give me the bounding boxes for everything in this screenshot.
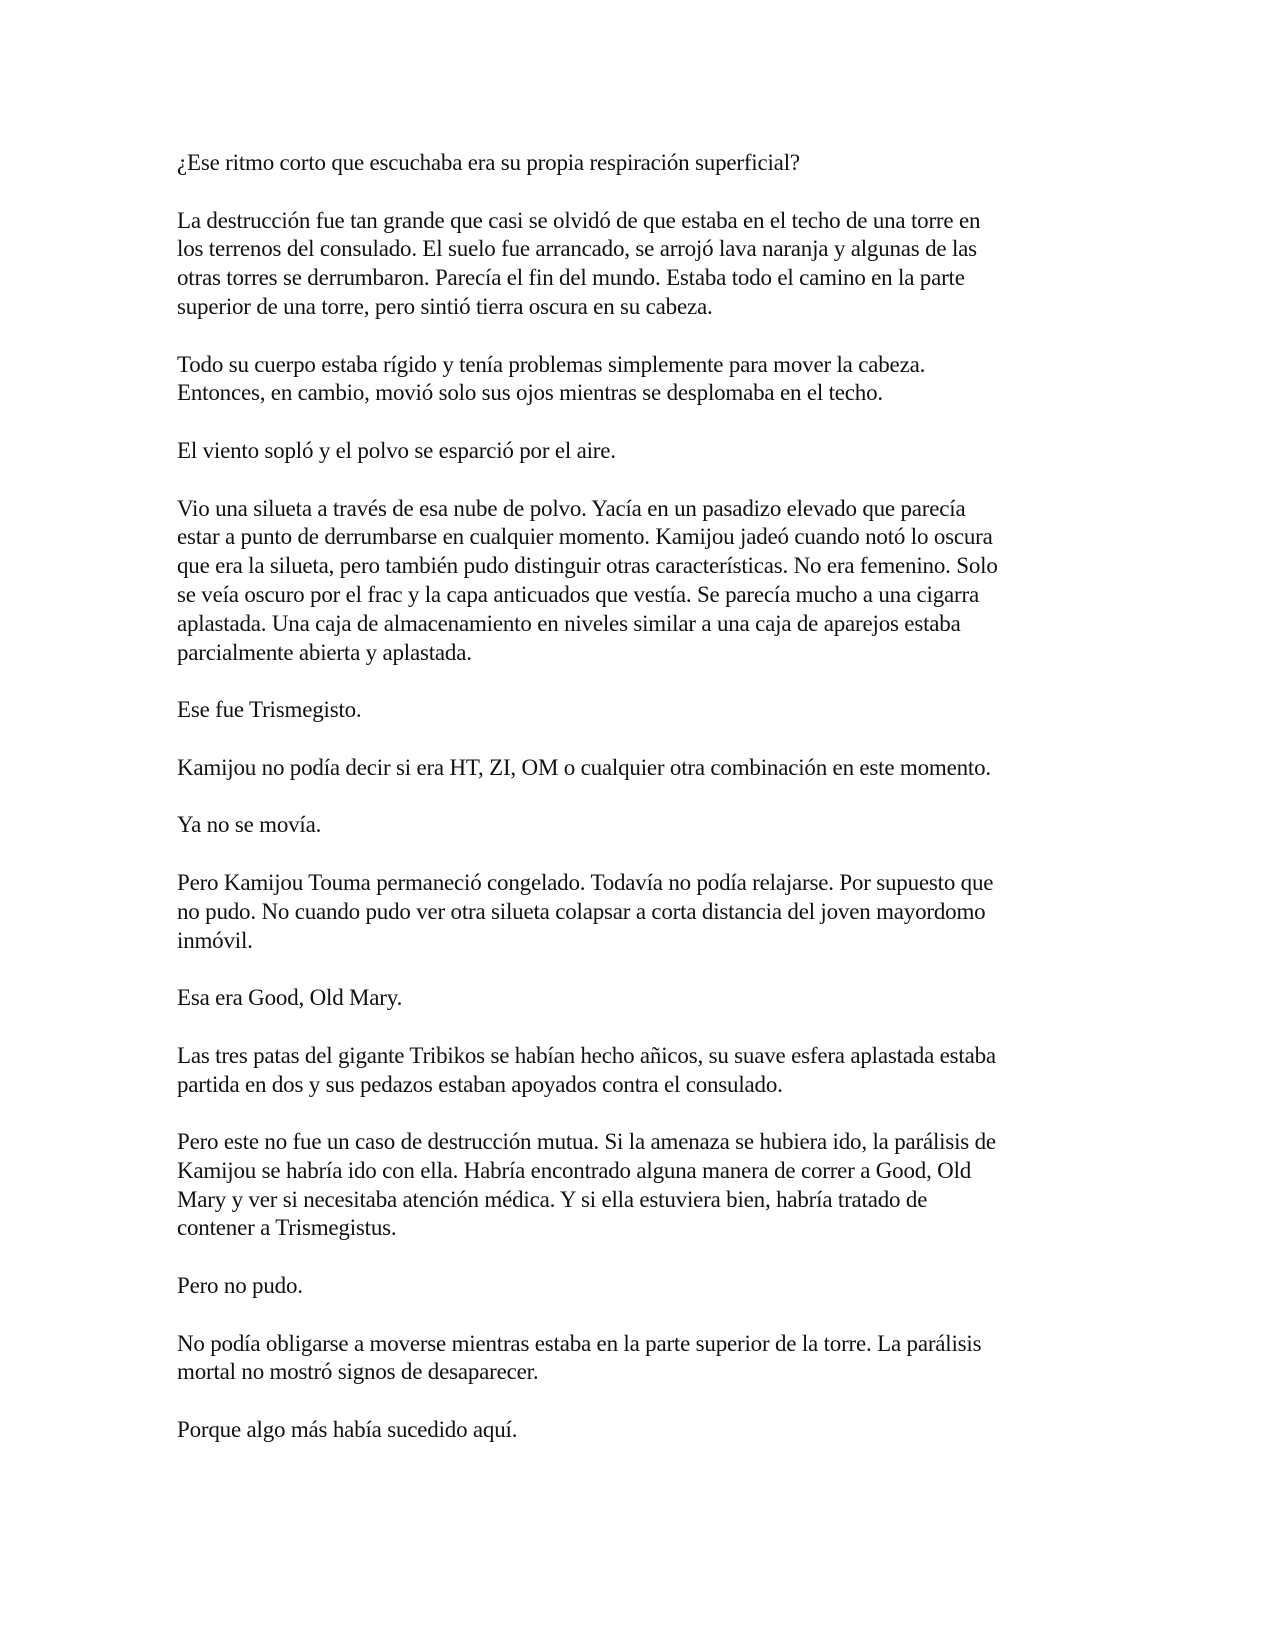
text-line: estar a punto de derrumbarse en cualquier momento. Kamijou jadeó cuando notó lo oscura xyxy=(177,524,993,550)
text-line: Esa era Good, Old Mary. xyxy=(177,985,403,1011)
paragraph xyxy=(177,207,1117,322)
paragraph xyxy=(177,984,1117,1013)
paragraph xyxy=(177,696,1117,725)
text-line: partida en dos y sus pedazos estaban apoyados contra el consulado. xyxy=(177,1071,783,1097)
paragraph xyxy=(177,811,1117,840)
paragraph xyxy=(177,1272,1117,1301)
text-line: que era la silueta, pero también pudo distinguir otras características. No era femenino. Solo xyxy=(177,553,998,579)
paragraph xyxy=(177,1416,1117,1445)
text-line: Pero este no fue un caso de destrucción mutua. Si la amenaza se hubiera ido, la parálisis de xyxy=(177,1129,996,1155)
text-line: ¿Ese ritmo corto que escuchaba era su propia respiración superficial? xyxy=(177,150,800,175)
text-line: Vio una silueta a través de esa nube de polvo. Yacía en un pasadizo elevado que parecía xyxy=(177,495,966,521)
paragraph xyxy=(177,1128,1117,1243)
paragraph xyxy=(177,1330,1117,1388)
text-line: Kamijou no podía decir si era HT, ZI, OM o cualquier otra combinación en este momento. xyxy=(177,754,991,780)
text-line: superior de una torre, pero sintió tierra oscura en su cabeza. xyxy=(177,293,713,319)
paragraph xyxy=(177,351,1117,409)
text-line: Las tres patas del gigante Tribikos se habían hecho añicos, su suave esfera aplastada estaba xyxy=(177,1042,996,1068)
text-line: El viento sopló y el polvo se esparció por el aire. xyxy=(177,437,616,463)
text-line: No podía obligarse a moverse mientras estaba en la parte superior de la torre. La parálisis xyxy=(177,1330,982,1356)
text-line: Mary y ver si necesitaba atención médica. Y si ella estuviera bien, habría tratado de xyxy=(177,1186,928,1212)
text-line: mortal no mostró signos de desaparecer. xyxy=(177,1359,539,1385)
text-line: no pudo. No cuando pudo ver otra silueta colapsar a corta distancia del joven mayordomo xyxy=(177,898,986,924)
text-line: Entonces, en cambio, movió solo sus ojos mientras se desplomaba en el techo. xyxy=(177,380,883,406)
text-line: Pero Kamijou Touma permaneció congelado. Todavía no podía relajarse. Por supuesto que xyxy=(177,869,994,895)
text-line: los terrenos del consulado. El suelo fue arrancado, se arrojó lava naranja y algunas de las xyxy=(177,236,977,262)
text-line: otras torres se derrumbaron. Parecía el fin del mundo. Estaba todo el camino en la parte xyxy=(177,265,965,291)
document-page xyxy=(177,149,1117,1474)
paragraph xyxy=(177,869,1117,955)
text-line: aplastada. Una caja de almacenamiento en niveles similar a una caja de aparejos estaba xyxy=(177,610,961,636)
paragraph xyxy=(177,754,1117,783)
text-line: Porque algo más había sucedido aquí. xyxy=(177,1417,518,1443)
text-line: Kamijou se habría ido con ella. Habría encontrado alguna manera de correr a Good, Old xyxy=(177,1157,972,1183)
text-line: Pero no pudo. xyxy=(177,1273,303,1299)
text-line: inmóvil. xyxy=(177,927,253,953)
text-line: contener a Trismegistus. xyxy=(177,1215,397,1241)
text-line: La destrucción fue tan grande que casi se olvidó de que estaba en el techo de una torre en xyxy=(177,207,981,233)
text-line: Todo su cuerpo estaba rígido y tenía problemas simplemente para mover la cabeza. xyxy=(177,351,926,377)
paragraph xyxy=(177,149,1117,178)
text-line: parcialmente abierta y aplastada. xyxy=(177,639,472,665)
paragraph xyxy=(177,1042,1117,1100)
paragraph xyxy=(177,495,1117,668)
paragraph xyxy=(177,437,1117,466)
text-line: Ese fue Trismegisto. xyxy=(177,697,362,723)
text-line: se veía oscuro por el frac y la capa anticuados que vestía. Se parecía mucho a una cigarra xyxy=(177,581,979,607)
text-line: Ya no se movía. xyxy=(177,812,322,838)
